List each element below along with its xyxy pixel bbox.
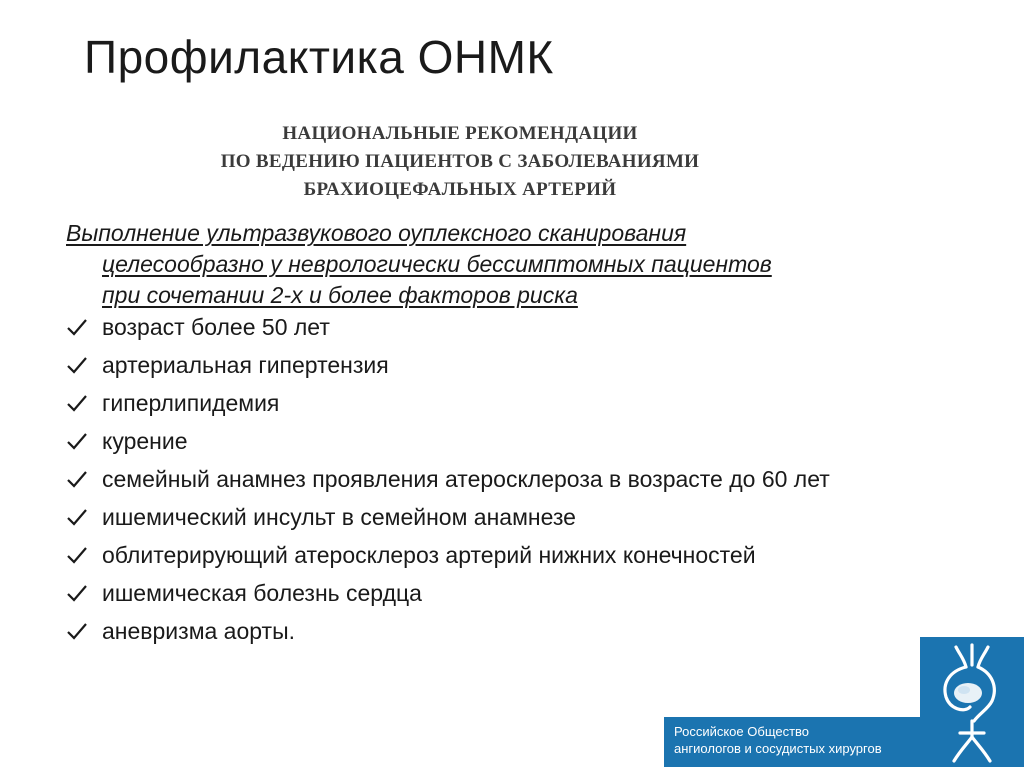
risk-factor-text: облитерирующий атеросклероз артерий нижних конечностей <box>102 542 756 568</box>
list-item <box>66 312 986 342</box>
risk-factor-text: гиперлипидемия <box>102 390 280 416</box>
recommendations-heading <box>150 120 770 204</box>
recommendations-heading-line: БРАХИОЦЕФАЛЬНЫХ АРТЕРИЙ <box>303 179 617 200</box>
checkmark-icon <box>66 578 90 608</box>
list-item <box>66 350 986 380</box>
checkmark-icon <box>66 388 90 418</box>
intro-line: целесообразно у неврологически бессимптомных пациентов <box>102 251 772 277</box>
list-item <box>66 388 986 418</box>
risk-factor-text: возраст более 50 лет <box>102 314 330 340</box>
risk-factor-text: аневризма аорты. <box>102 618 296 644</box>
intro-statement <box>66 218 966 311</box>
risk-factor-text: ишемический инсульт в семейном анамнезе <box>102 504 576 530</box>
intro-line: при сочетании 2-х и более факторов риска <box>102 282 578 308</box>
intro-line: Выполнение ультразвукового оуплексного сканирования <box>66 220 687 246</box>
checkmark-icon <box>66 312 90 342</box>
risk-factor-list <box>66 312 986 654</box>
list-item <box>66 464 986 494</box>
checkmark-icon <box>66 616 90 646</box>
checkmark-icon <box>66 350 90 380</box>
logo-text <box>674 723 882 757</box>
checkmark-icon <box>66 426 90 456</box>
list-item <box>66 578 986 608</box>
slide-title: Профилактика ОНМК <box>84 31 554 83</box>
list-item <box>66 426 986 456</box>
risk-factor-text: семейный анамнез проявления атеросклероза в возрасте до 60 лет <box>102 466 830 492</box>
list-item <box>66 502 986 532</box>
checkmark-icon <box>66 540 90 570</box>
logo-text-line: Российское Общество <box>674 724 810 739</box>
society-logo <box>664 637 1024 767</box>
vascular-emblem-icon <box>920 637 1024 767</box>
logo-text-line: ангиологов и сосудистых хирургов <box>674 741 882 756</box>
list-item <box>66 540 986 570</box>
recommendations-heading-line: ПО ВЕДЕНИЮ ПАЦИЕНТОВ С ЗАБОЛЕВАНИЯМИ <box>220 151 700 172</box>
recommendations-heading-line: НАЦИОНАЛЬНЫЕ РЕКОМЕНДАЦИИ <box>282 123 638 144</box>
risk-factor-text: ишемическая болезнь сердца <box>102 580 422 606</box>
risk-factor-text: артериальная гипертензия <box>102 352 389 378</box>
risk-factor-text: курение <box>102 428 188 454</box>
checkmark-icon <box>66 464 90 494</box>
checkmark-icon <box>66 502 90 532</box>
